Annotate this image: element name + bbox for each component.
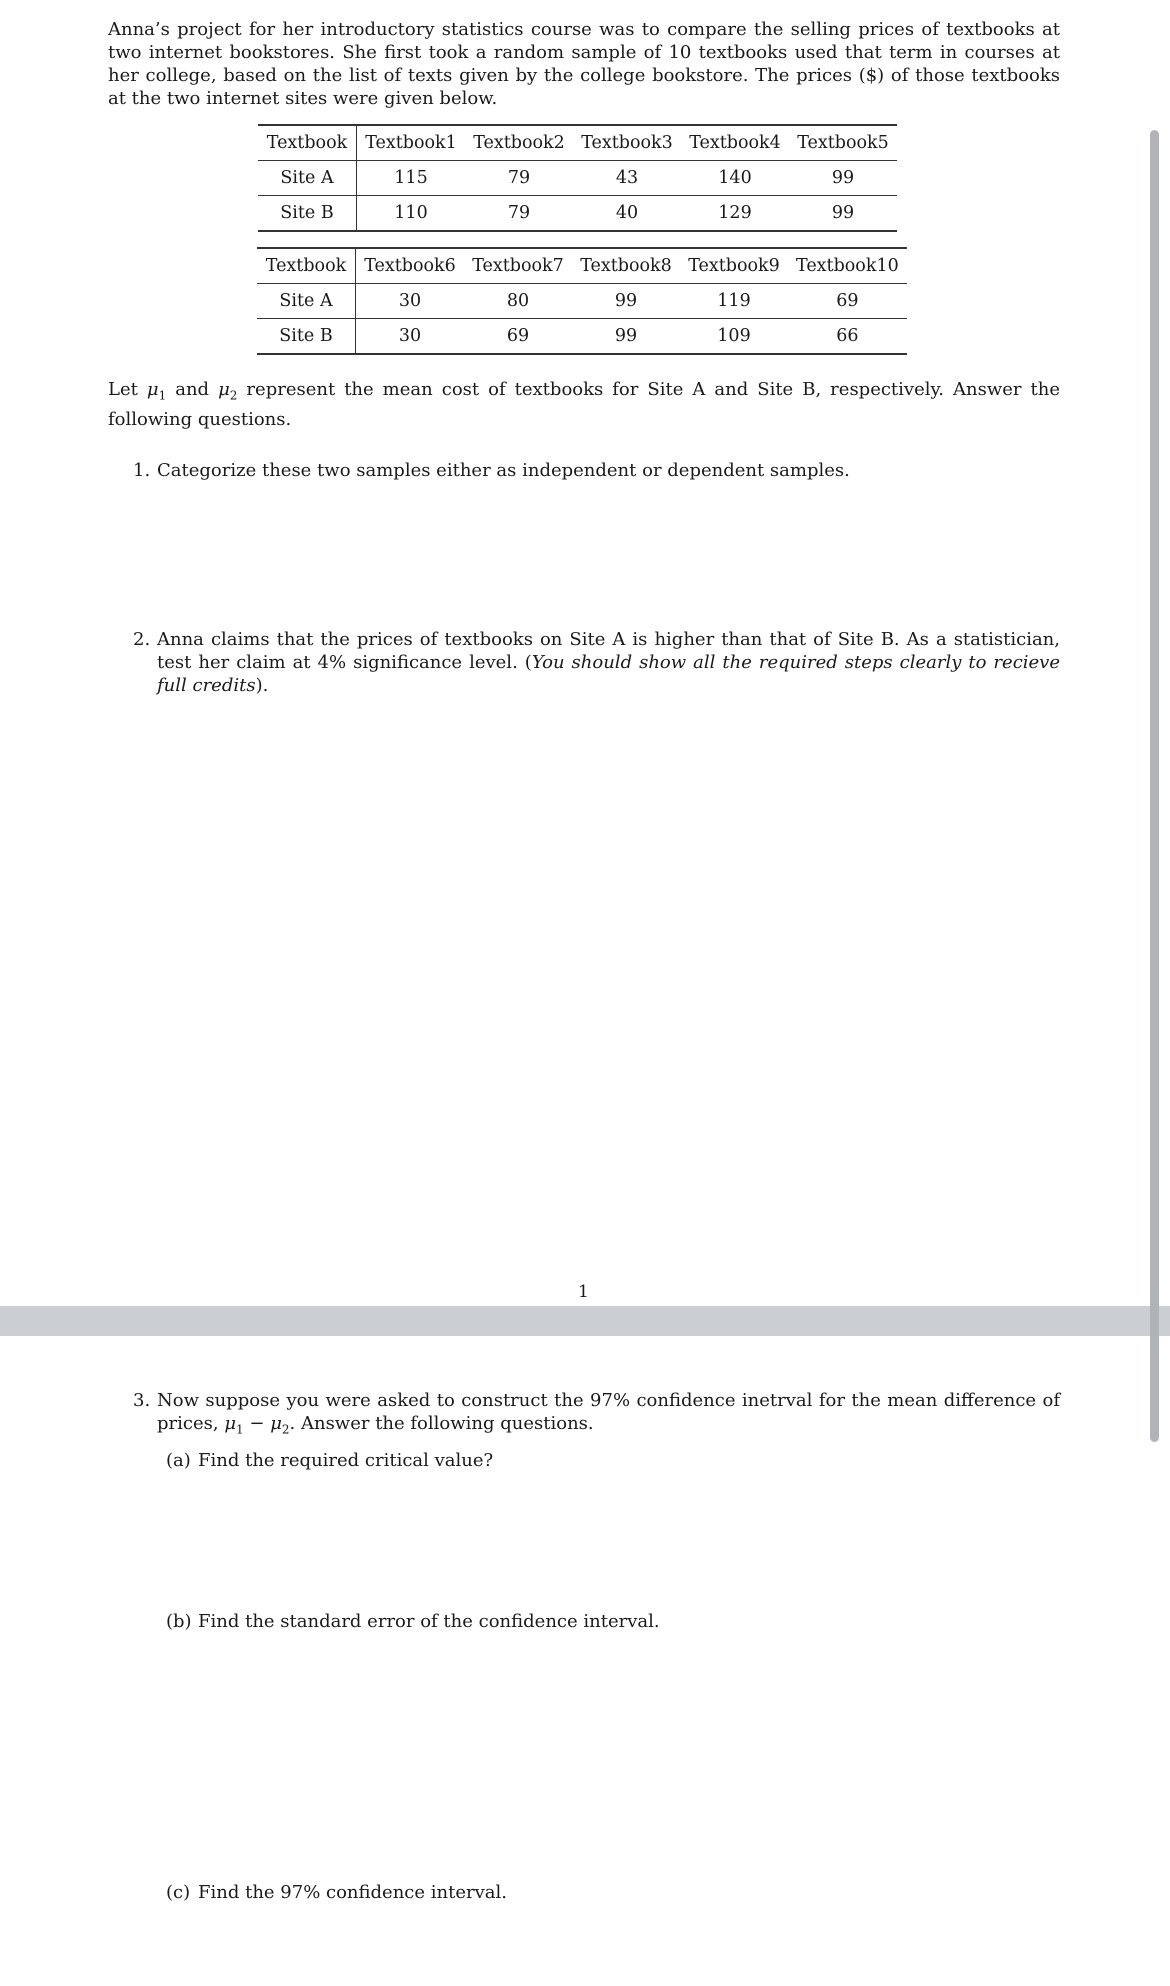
question-3 xyxy=(133,1389,1060,1442)
table-cell: 43 xyxy=(573,161,681,196)
table-cell: Textbook xyxy=(257,248,356,284)
mu-symbol: μ xyxy=(270,1413,282,1434)
table-cell: 99 xyxy=(789,196,897,232)
table-cell: 30 xyxy=(356,319,465,355)
table-row xyxy=(257,284,907,319)
table-cell: 40 xyxy=(573,196,681,232)
subscript: 2 xyxy=(281,1422,290,1437)
table-cell: Textbook3 xyxy=(573,125,681,161)
table-cell: 66 xyxy=(788,319,907,355)
question-text-part: ). xyxy=(255,675,269,696)
table-row xyxy=(258,196,897,232)
table-cell: 109 xyxy=(680,319,788,355)
table-cell: Textbook5 xyxy=(789,125,897,161)
subscript: 2 xyxy=(229,388,238,403)
table-header-row xyxy=(257,248,907,284)
subquestion-c xyxy=(166,1881,507,1904)
table-cell: Textbook2 xyxy=(465,125,573,161)
table-cell: Textbook xyxy=(258,125,357,161)
question-number: 3. xyxy=(133,1390,151,1411)
table-cell: 115 xyxy=(357,161,466,196)
subscript: 1 xyxy=(236,1422,244,1437)
page-divider xyxy=(0,1306,1170,1336)
question-instruction: You should show all the required steps clearly to recieve full credits xyxy=(157,652,1060,696)
table-cell: Textbook4 xyxy=(681,125,789,161)
table-header-row xyxy=(258,125,897,161)
table-cell: 110 xyxy=(357,196,466,232)
table-cell: Textbook9 xyxy=(680,248,788,284)
subquestion-a xyxy=(166,1449,493,1472)
subquestion-text: Find the 97% confidence interval. xyxy=(198,1882,507,1903)
question-1 xyxy=(133,459,1060,482)
let-text: Let xyxy=(108,379,147,400)
let-text: represent the mean cost of textbooks for Site A and Site B, respectively. Answer the following questions. xyxy=(108,379,1060,430)
table-cell: Textbook10 xyxy=(788,248,907,284)
table-cell: Site A xyxy=(257,284,356,319)
mu-symbol: μ xyxy=(224,1413,237,1434)
mu-symbol: μ xyxy=(146,379,159,400)
table-cell: 119 xyxy=(680,284,788,319)
question-text-part: Now suppose you were asked to construct the 97% confidence inetrval for the mean difference of prices, xyxy=(157,1390,1060,1434)
question-number: 2. xyxy=(133,629,151,650)
price-table-2 xyxy=(257,247,907,355)
table-cell: 99 xyxy=(572,319,680,355)
subquestion-label: (b) xyxy=(166,1611,192,1632)
table-cell: 79 xyxy=(465,161,573,196)
table-cell: 79 xyxy=(465,196,573,232)
table-cell: Textbook7 xyxy=(464,248,572,284)
question-2 xyxy=(133,628,1060,697)
table-cell: Site A xyxy=(258,161,357,196)
intro-paragraph: Anna’s project for her introductory statistics course was to compare the selling prices of textbooks at two internet bookstores. She first took a random sample of 10 textbooks used that term in courses at her college, based on the list of texts given by the college bookstore. The prices ($) of those textbooks at the two internet sites were given below. xyxy=(108,19,1060,109)
table-cell: Textbook8 xyxy=(572,248,680,284)
table-cell: 69 xyxy=(464,319,572,355)
question-text xyxy=(157,1389,1060,1442)
let-text: and xyxy=(166,379,219,400)
question-text-part: . Answer the following questions. xyxy=(289,1413,594,1434)
question-text xyxy=(157,628,1060,697)
subquestion-b xyxy=(166,1610,660,1633)
table-cell: Textbook6 xyxy=(356,248,465,284)
vertical-scrollbar[interactable] xyxy=(1150,130,1159,1442)
table-cell: 99 xyxy=(572,284,680,319)
table-cell: 99 xyxy=(789,161,897,196)
question-text-part: Anna claims that the prices of textbooks on Site A is higher than that of Site B. As a statistician, test her claim at 4% significance level. ( xyxy=(157,629,1060,673)
table-cell: 129 xyxy=(681,196,789,232)
subscript: 1 xyxy=(158,388,167,403)
table-cell: 140 xyxy=(681,161,789,196)
table-row xyxy=(257,319,907,355)
subquestion-text: Find the standard error of the confidence interval. xyxy=(198,1611,660,1632)
page-number: 1 xyxy=(578,1282,589,1302)
price-table-1 xyxy=(258,124,897,232)
table-cell: 30 xyxy=(356,284,465,319)
table-cell: Textbook1 xyxy=(357,125,466,161)
table-cell: Site B xyxy=(258,196,357,232)
minus-sign: − xyxy=(243,1413,271,1434)
subquestion-text: Find the required critical value? xyxy=(198,1450,494,1471)
table-cell: 80 xyxy=(464,284,572,319)
table-cell: Site B xyxy=(257,319,356,355)
mu-symbol: μ xyxy=(218,379,230,400)
table-row xyxy=(258,161,897,196)
subquestion-label: (a) xyxy=(166,1450,191,1471)
question-text: Categorize these two samples either as independent or dependent samples. xyxy=(157,460,850,481)
table-cell: 69 xyxy=(788,284,907,319)
question-number: 1. xyxy=(133,460,151,481)
let-mu-paragraph xyxy=(108,378,1060,431)
subquestion-label: (c) xyxy=(166,1882,191,1903)
